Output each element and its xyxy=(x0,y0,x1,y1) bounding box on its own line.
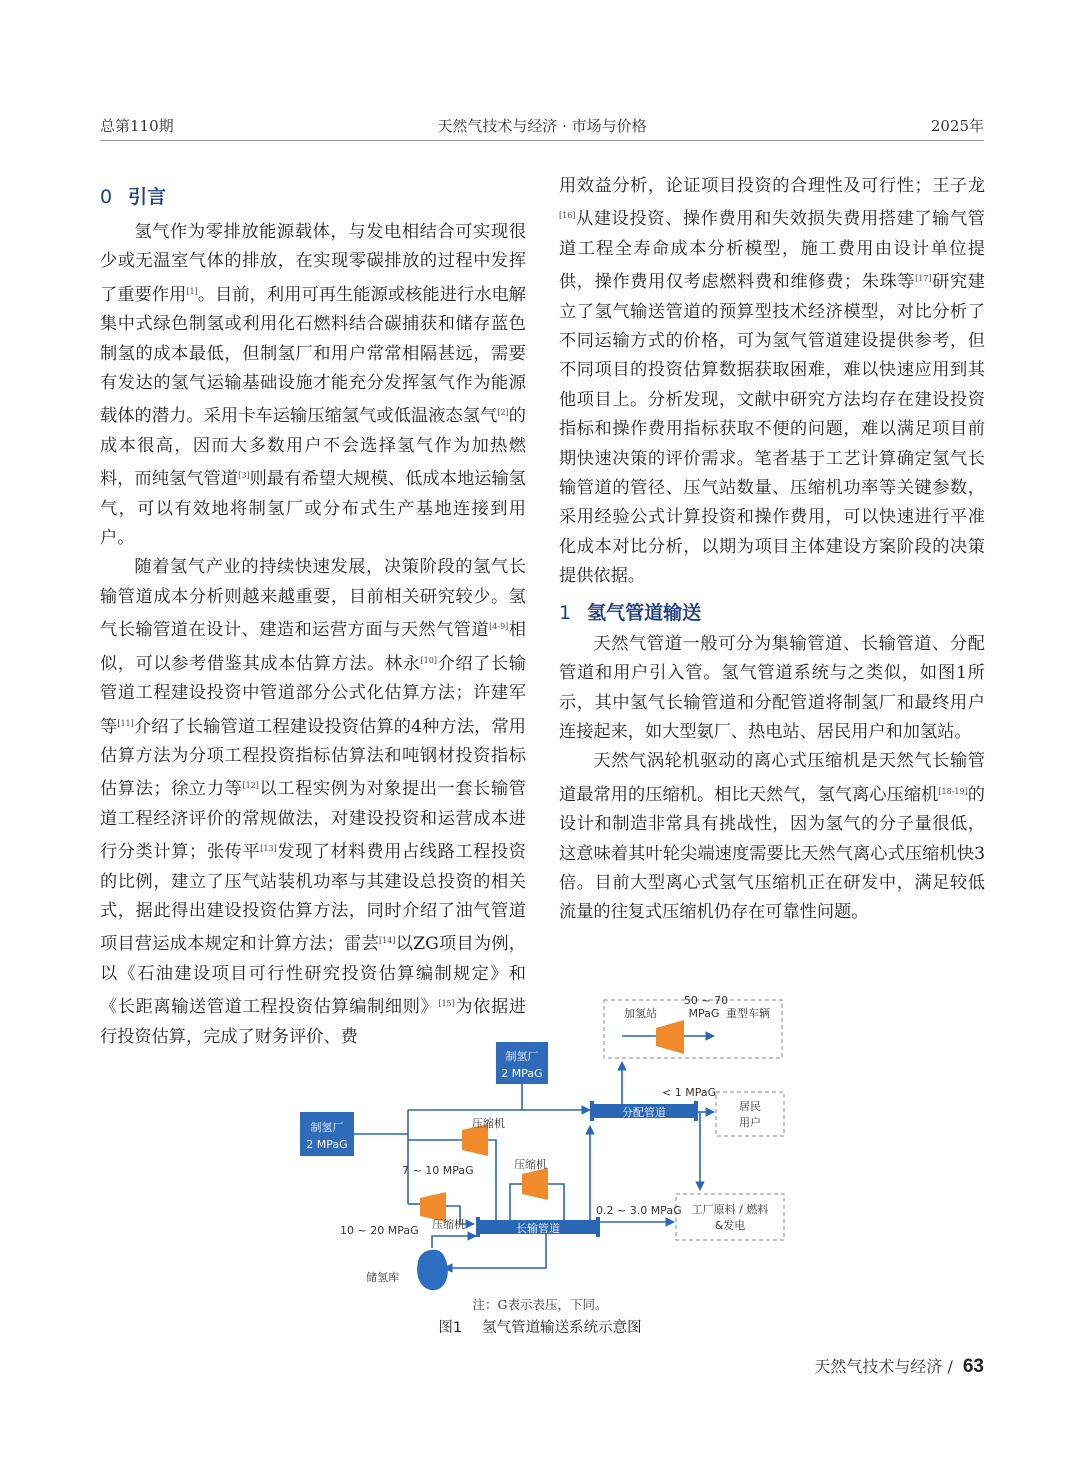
citation: [14] xyxy=(379,936,396,946)
resident-dashed-box xyxy=(716,1092,784,1136)
running-header xyxy=(100,112,984,141)
citation: [2] xyxy=(497,408,509,418)
svg-text:压缩机: 压缩机 xyxy=(472,1117,505,1130)
svg-text:用户: 用户 xyxy=(739,1116,761,1129)
svg-text:7 ~ 10 MPaG: 7 ~ 10 MPaG xyxy=(402,1164,474,1177)
citation: [15] xyxy=(438,999,455,1009)
citation: [17] xyxy=(915,274,932,284)
svg-text:长输管道: 长输管道 xyxy=(516,1222,560,1235)
citation: [12] xyxy=(242,781,259,791)
figure-note: 注：G表示表压，下同。 xyxy=(472,1297,608,1312)
svg-text:重型车辆: 重型车辆 xyxy=(726,1007,770,1020)
svg-text:居民: 居民 xyxy=(739,1100,761,1113)
citation: [4-9] xyxy=(489,622,509,632)
journal-section: 天然气技术与经济 · 市场与价格 xyxy=(437,117,647,135)
svg-text:制氢厂: 制氢厂 xyxy=(310,1121,344,1134)
page-number: 63 xyxy=(962,1356,984,1377)
citation: [16] xyxy=(559,211,576,221)
year: 2025年 xyxy=(930,117,984,135)
svg-text:工厂原料 / 燃料: 工厂原料 / 燃料 xyxy=(691,1203,769,1216)
section-0-heading xyxy=(100,182,526,212)
footer-journal: 天然气技术与经济 / xyxy=(814,1357,953,1376)
left-column xyxy=(100,182,526,1052)
svg-text:10 ~ 20 MPaG: 10 ~ 20 MPaG xyxy=(340,1224,419,1237)
factory-dashed-box xyxy=(676,1194,784,1240)
svg-text:储氢库: 储氢库 xyxy=(366,1271,399,1284)
citation: [10] xyxy=(420,655,437,665)
paragraph: 天然气涡轮机驱动的离心式压缩机是天然气长输管道最常用的压缩机。相比天然气，氢气离心压缩机[18-19]的设计和制造非常具有挑战性，因为氢气的分子量很低，这意味着其叶轮尖端速度需要比天然气离心式压缩机快3倍。目前大型离心式氢气压缩机正在研发中，满足较低流量的往复式压缩机仍存在可靠性问题。 xyxy=(559,751,985,923)
svg-text:< 1 MPaG: < 1 MPaG xyxy=(662,1086,717,1099)
citation: [18-19] xyxy=(938,786,968,796)
citation: [3] xyxy=(238,471,250,481)
citation: [11] xyxy=(117,718,134,728)
svg-text:&发电: &发电 xyxy=(714,1219,746,1232)
compressor-icon xyxy=(656,1020,684,1054)
page-footer xyxy=(814,1354,984,1378)
citation: [13] xyxy=(260,844,277,854)
svg-text:2 MPaG: 2 MPaG xyxy=(306,1138,348,1151)
svg-text:压缩机: 压缩机 xyxy=(432,1218,465,1231)
issue-number: 总第110期 xyxy=(100,117,174,135)
svg-text:MPaG: MPaG xyxy=(688,1007,720,1020)
compressor-icon xyxy=(522,1168,548,1200)
paragraph: 氢气作为零排放能源载体，与发电相结合可实现很少或无温室气体的排放，在实现零碳排放的过程中发挥了重要作用[1]。目前，利用可再生能源或核能进行水电解集中式绿色制氢或利用化石燃料结合碳捕获和储存蓝色制氢的成本最低，但制氢厂和用户常常相隔甚远，需要有发达的氢气运输基础设施才能充分发挥氢气作为能源载体的潜力。采用卡车运输压缩氢气或低温液态氢气[2]的成本很高，因而大多数用户不会选择氢气作为加热燃料，而纯氢气管道[3]则最有希望大规模、低成本地运输氢气，可以有效地将制氢厂或分布式生产基地连接到用户。 xyxy=(100,222,526,549)
citation: [1] xyxy=(186,286,198,296)
right-column xyxy=(559,172,985,928)
svg-text:制氢厂: 制氢厂 xyxy=(505,1050,539,1063)
section-number: 1 xyxy=(559,601,572,624)
section-1-heading xyxy=(559,598,985,628)
paragraph: 随着氢气产业的持续快速发展，决策阶段的氢气长输管道成本分析则越来越重要，目前相关研究较少。氢气长输管道在设计、建造和运营方面与天然气管道[4-9]相似，可以参考借鉴其成本估算方法。林永[10]介绍了长输管道工程建设投资中管道部分公式化估算方法；许建军等[11]介绍了长输管道工程建设投资估算的4种方法，常用估算方法为分项工程投资指标估算法和吨钢材投资指标估算法；徐立力等[12]以工程实例为对象提出一套长输管道工程经济评价的常规做法，对建设投资和运营成本进行分类计算；张传平[13]发现了材料费用占线路工程投资的比例，建立了压气站装机功率与其建设总投资的相关式，据此得出建设投资估算方法，同时介绍了油气管道项目营运成本规定和计算方法；雷芸[14]以ZG项目为例，以《石油建设项目可行性研究投资估算编制规定》和《长距离输送管道工程投资估算编制细则》[15]为依据进行投资估算，完成了财务评价、费 xyxy=(100,557,526,1047)
figure-label: 图1 xyxy=(438,1320,463,1336)
figure-hydrogen-pipeline-diagram xyxy=(300,994,790,1294)
section-title: 引言 xyxy=(128,186,167,208)
section-number: 0 xyxy=(100,186,113,208)
figure-title: 氢气管道输送系统示意图 xyxy=(482,1320,642,1336)
svg-text:分配管道: 分配管道 xyxy=(622,1106,666,1119)
paragraph-continued: 用效益分析，论证项目投资的合理性及可行性；王子龙[16]从建设投资、操作费用和失效损失费用搭建了输气管道工程全寿命成本分析模型，施工费用由设计单位提供，操作费用仅考虑燃料费和维修费；朱珠等[17]研究建立了氢气输送管道的预算型技术经济模型，对比分析了不同运输方式的价格，可为氢气管道建设提供参考，但不同项目的投资估算数据获取困难，难以快速应用到其他项目上。分析发现，文献中研究方法均存在建设投资指标和操作费用指标获取不便的问题，难以满足项目前期快速决策的评价需求。笔者基于工艺计算确定氢气长输管道的管径、压气站数量、压缩机功率等关键参数，采用经验公式计算投资和操作费用，可以快速进行平准化成本对比分析，以期为项目主体建设方案阶段的决策提供依据。 xyxy=(559,176,985,587)
section-title: 氢气管道输送 xyxy=(587,601,702,624)
paragraph: 天然气管道一般可分为集输管道、长输管道、分配管道和用户引入管。氢气管道系统与之类似，如图1所示，其中氢气长输管道和分配管道将制氢厂和最终用户连接起来，如大型氨厂、热电站、居民用户和加氢站。 xyxy=(559,633,985,742)
hydrogen-storage-icon xyxy=(417,1250,448,1290)
svg-text:加氢站: 加氢站 xyxy=(624,1007,657,1020)
svg-text:0.2 ~ 3.0 MPaG: 0.2 ~ 3.0 MPaG xyxy=(596,1204,682,1217)
svg-text:压缩机: 压缩机 xyxy=(514,1158,547,1171)
figure-caption xyxy=(0,1316,1080,1337)
svg-text:50 ~ 70: 50 ~ 70 xyxy=(683,994,729,1007)
svg-text:2 MPaG: 2 MPaG xyxy=(501,1067,543,1080)
